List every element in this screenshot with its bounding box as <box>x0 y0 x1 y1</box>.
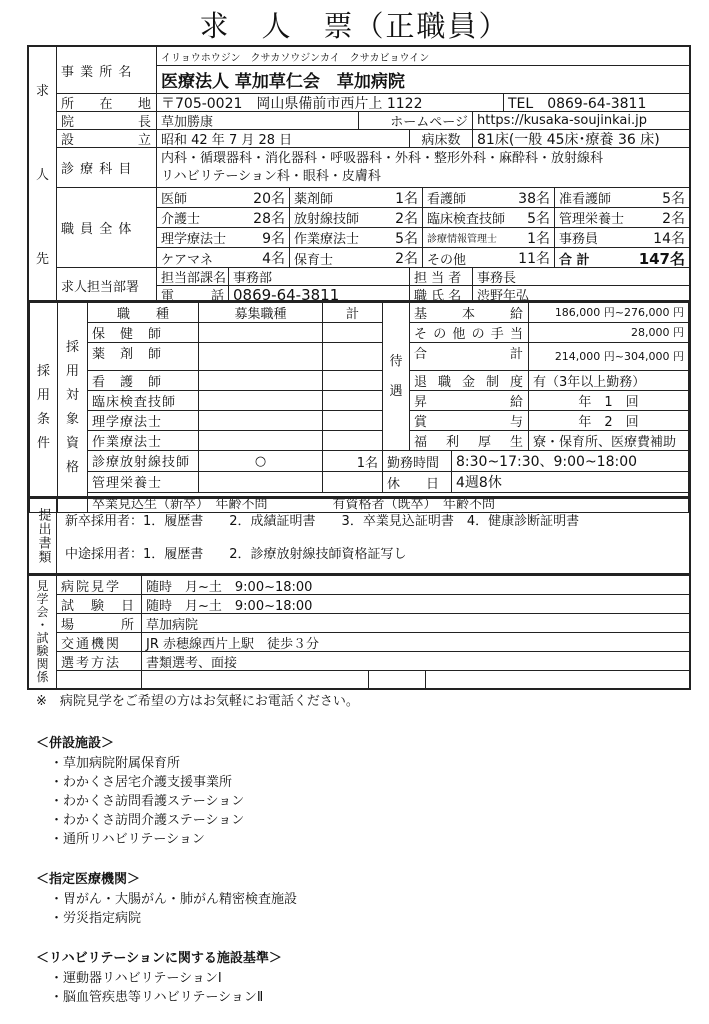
label-char: 遇 <box>389 383 403 399</box>
conditions-table <box>29 302 689 513</box>
treatment-value: 214,000 円~304,000 円 <box>529 343 689 371</box>
label-char: 象 <box>65 411 79 427</box>
holiday-label: 休 日 <box>383 472 452 493</box>
employer-section <box>27 45 691 302</box>
conditions-row <box>30 451 689 472</box>
treatment-label-cell: 賞 与 <box>410 411 529 431</box>
exam-value: 随時 月~土 9:00~18:00 <box>146 579 313 594</box>
label-char: 関 <box>36 657 49 671</box>
empty-cell <box>426 671 689 688</box>
person-name: 渋野年弘 <box>477 289 530 303</box>
exam-row-empty <box>57 671 689 688</box>
staff-role: 合 計 <box>559 252 590 268</box>
phone: 0869-64-3811 <box>229 286 410 303</box>
list-item: ・わかくさ訪問看護ステーション <box>50 794 245 809</box>
dept-label: 担当部課名 <box>157 268 229 285</box>
label-char: 資 <box>65 435 79 451</box>
t: 院 <box>61 115 76 130</box>
mid-career-documents: 中途採用者：1．履歴書 2．診療放射線技師資格証写し <box>65 547 407 562</box>
job-count <box>323 472 383 493</box>
exam-label-cell: 場 所 <box>57 614 142 632</box>
job-recruit <box>199 431 323 451</box>
job-header: 募集職種 <box>199 303 323 323</box>
facility-list <box>36 947 282 1005</box>
staff-role: その他 <box>427 252 467 268</box>
job-recruit <box>199 371 323 391</box>
list-item: ・わかくさ訪問介護ステーション <box>50 813 245 828</box>
staff-count: 38名 <box>518 190 550 207</box>
staff-count: 11名 <box>518 251 550 267</box>
employer-section-label <box>29 47 57 300</box>
exam-section <box>27 574 691 690</box>
treatment-label-cell: 福利厚生 <box>410 431 529 451</box>
staff-count: 20名 <box>253 190 285 207</box>
staff-count: 14名 <box>653 230 685 247</box>
list-heading: ＜リハビリテーションに関する施設基準＞ <box>36 951 282 966</box>
treatment-value: 寮・保育所、医療費補助 <box>529 431 689 451</box>
label-char: 採 <box>65 339 79 355</box>
t: 所 <box>61 97 76 112</box>
label-char: 条 <box>36 411 50 427</box>
job-name: 薬 剤 師 <box>88 343 199 371</box>
label-char: 会 <box>36 605 49 619</box>
treatment-label-cell: 退職金制度 <box>410 371 529 391</box>
staff-count: 2名 <box>662 210 685 227</box>
staff-cell <box>555 228 689 247</box>
exam-value: 随時 月~土 9:00~18:00 <box>146 598 313 613</box>
staff-role: 管理栄養士 <box>559 212 625 227</box>
list-heading: ＜指定医療機関＞ <box>36 872 141 887</box>
staff-role: 保育士 <box>294 252 334 268</box>
staff-count: 147名 <box>638 249 685 268</box>
job-count: 1名 <box>323 451 383 472</box>
staff-label: 職 員 全 体 <box>57 188 157 267</box>
staff-role: 放射線技師 <box>294 212 360 227</box>
job-name: 管理栄養士 <box>88 472 199 493</box>
staff-cell <box>290 188 423 207</box>
list-item: ・労災指定病院 <box>50 911 142 926</box>
holiday: 4週8休 <box>452 472 689 493</box>
conditions-row <box>30 303 689 323</box>
founded: 昭和 42 年 7 月 28 日 <box>157 130 410 147</box>
employer-kana: イリョウホウジン クサカソウジンカイ クサカビョウイン <box>161 52 430 64</box>
staff-count: 2名 <box>395 210 418 227</box>
staff-grid <box>157 188 689 267</box>
exam-value: JR 赤穂線西片上駅 徒歩３分 <box>146 636 319 651</box>
documents-label: 提出書類 <box>35 508 51 564</box>
staff-cell <box>290 228 423 247</box>
conditions-row <box>30 411 689 431</box>
job-count <box>323 323 383 343</box>
staff-cell <box>555 208 689 227</box>
job-recruit <box>199 411 323 431</box>
title-label: 職 氏 名 <box>410 286 473 303</box>
staff-cell <box>157 248 290 268</box>
departments-label: 診 療 科 目 <box>57 148 157 187</box>
treatment-value: 有（3年以上勤務） <box>529 371 689 391</box>
exam-row <box>57 652 689 671</box>
exam-row <box>57 614 689 633</box>
list-item: ・草加病院附属保育所 <box>50 756 181 771</box>
staff-cell <box>555 188 689 207</box>
staff-cell <box>290 208 423 227</box>
homepage-link[interactable]: https://kusaka-soujinkai.jp <box>477 113 647 128</box>
hours: 8:30~17:30、9:00~18:00 <box>452 451 689 472</box>
job-recruit <box>199 343 323 371</box>
staff-cell <box>555 248 689 268</box>
t: 地 <box>137 97 152 112</box>
exam-row <box>57 576 689 595</box>
exam-label-cell: 選考方法 <box>57 652 142 670</box>
conditions-row <box>30 431 689 451</box>
director: 草加勝康 <box>157 112 359 129</box>
conditions-row <box>30 472 689 493</box>
staff-count: 9名 <box>262 230 285 247</box>
exam-label-cell: 病院見学 <box>57 576 142 594</box>
t: 設 <box>61 133 76 148</box>
staff-role: 臨床検査技師 <box>427 212 506 227</box>
conditions-row <box>30 391 689 411</box>
empty-cell <box>142 671 369 688</box>
departments-line: リハビリテーション科・眼科・皮膚科 <box>161 169 381 184</box>
homepage-label: ホームページ <box>359 112 473 129</box>
beds-label: 病床数 <box>410 130 473 147</box>
treatment-label-cell: 基 本 給 <box>410 303 529 323</box>
treatment-label-cell: 昇 給 <box>410 391 529 411</box>
label-char: 採 <box>36 363 50 379</box>
staff-role: 看護師 <box>427 192 467 207</box>
job-header: 職 種 <box>88 303 199 323</box>
staff-count: 5名 <box>395 230 418 247</box>
treatment-label-cell: 合 計 <box>410 343 529 371</box>
exam-value: 書類選考、面接 <box>146 655 238 670</box>
director-label <box>57 112 157 129</box>
conditions-section <box>27 300 691 512</box>
job-count <box>323 411 383 431</box>
job-name: 臨床検査技師 <box>88 391 199 411</box>
list-item: ・胃がん・大腸がん・肺がん精密検査施設 <box>50 892 298 907</box>
job-count <box>323 343 383 371</box>
list-heading: ＜併設施設＞ <box>36 736 115 751</box>
job-name: 看 護 師 <box>88 371 199 391</box>
label-char: 用 <box>65 363 79 379</box>
label-char: ・ <box>36 618 49 632</box>
job-count <box>323 371 383 391</box>
staff-cell <box>157 208 290 227</box>
job-header: 計 <box>323 303 383 323</box>
staff-role: 薬剤師 <box>294 192 334 207</box>
label-char: 件 <box>36 435 50 451</box>
new-grad-documents: 新卒採用者：1．履歴書 2．成績証明書 3．卒業見込証明書 4．健康診断証明書 <box>65 514 580 529</box>
job-name: 保 健 師 <box>88 323 199 343</box>
conditions-section-label <box>30 303 58 513</box>
job-count <box>323 431 383 451</box>
staff-role: 作業療法士 <box>294 232 360 247</box>
person-label: 担 当 者 <box>410 268 473 285</box>
hours-label: 勤務時間 <box>383 451 452 472</box>
staff-role: 介護士 <box>161 212 201 227</box>
name-label: 事 業 所 名 <box>57 47 157 93</box>
treatment-value: 186,000 円~276,000 円 <box>529 303 689 323</box>
staff-count: 2名 <box>395 251 418 267</box>
label-char: 人 <box>35 167 49 183</box>
beds: 81床(一般 45床･療養 36 床) <box>477 131 660 147</box>
age-note: 卒業見込生（新卒） 年齢不問 有資格者（既卒） 年齢不問 <box>88 493 689 513</box>
job-recruit <box>199 391 323 411</box>
empty-cell <box>57 671 142 688</box>
exam-row <box>57 595 689 614</box>
founded-label <box>57 130 157 147</box>
treatment-value: 年 1 回 <box>529 391 689 411</box>
exam-rows <box>57 576 689 688</box>
list-item: ・通所リハビリテーション <box>50 832 205 847</box>
staff-cell <box>290 248 423 268</box>
page-title: 求 人 票（正職員） <box>199 9 510 43</box>
dept: 事務部 <box>229 268 410 285</box>
treatment-value: 28,000 円 <box>529 323 689 343</box>
exam-label-cell: 試 験 日 <box>57 595 142 613</box>
staff-role: 医師 <box>161 192 188 207</box>
exam-label <box>29 576 57 688</box>
t: 長 <box>137 115 152 130</box>
facility-list <box>36 868 297 926</box>
conditions-row <box>30 371 689 391</box>
label-char: 先 <box>35 252 49 268</box>
target-label <box>58 303 88 513</box>
label-char: 学 <box>36 592 49 606</box>
exam-value: 草加病院 <box>146 617 199 632</box>
label-char: 試 <box>36 631 49 645</box>
job-name: 理学療法士 <box>88 411 199 431</box>
t: 電 <box>161 289 175 303</box>
staff-count: 1名 <box>527 230 550 247</box>
label-char: 係 <box>36 670 49 684</box>
documents-section <box>27 497 691 575</box>
staff-cell <box>423 208 555 227</box>
staff-count: 4名 <box>262 251 285 267</box>
employer-name: 医療法人 草加草仁会 草加病院 <box>161 72 405 92</box>
job-recruit <box>199 323 323 343</box>
label-char: 対 <box>65 387 79 403</box>
treatment-value: 年 2 回 <box>529 411 689 431</box>
tel: TEL 0869-64-3811 <box>508 95 647 111</box>
staff-count: 5名 <box>662 190 685 207</box>
label-char: 待 <box>389 353 403 369</box>
list-item: ・運動器リハビリテーションⅠ <box>50 971 222 986</box>
staff-count: 5名 <box>527 210 550 227</box>
staff-count: 28名 <box>253 210 285 227</box>
job-name: 作業療法士 <box>88 431 199 451</box>
empty-cell <box>369 671 426 688</box>
person: 事務長 <box>477 271 517 285</box>
staff-count: 1名 <box>395 190 418 207</box>
label-char: 求 <box>35 83 49 99</box>
t: 立 <box>137 133 152 148</box>
exam-label-cell: 交通機関 <box>57 633 142 651</box>
conditions-row <box>30 323 689 343</box>
job-count <box>323 391 383 411</box>
treatment-label-cell: その他の手当 <box>410 323 529 343</box>
t: 在 <box>99 97 114 112</box>
conditions-row <box>30 343 689 371</box>
label-char: 験 <box>36 644 49 658</box>
note: ※ 病院見学をご希望の方はお気軽にお電話ください。 <box>36 694 359 709</box>
facility-list <box>36 732 244 847</box>
staff-cell <box>157 188 290 207</box>
staff-role: 理学療法士 <box>161 232 227 247</box>
staff-cell <box>423 188 555 207</box>
address: 〒705-0021 岡山県備前市西片上 1122 <box>157 94 504 111</box>
exam-row <box>57 633 689 652</box>
label-char: 格 <box>65 459 79 475</box>
contact-label: 求人担当部署 <box>57 268 157 303</box>
address-label <box>57 94 157 111</box>
label-char: 用 <box>36 387 50 403</box>
job-recruit: ○ <box>199 451 323 472</box>
t: 話 <box>210 289 224 303</box>
staff-row <box>157 248 689 268</box>
job-recruit <box>199 472 323 493</box>
staff-row <box>157 208 689 228</box>
treatment-label <box>383 303 410 451</box>
staff-role: 診療情報管理士 <box>427 234 497 245</box>
label-char: 見 <box>36 579 49 593</box>
staff-row <box>157 228 689 248</box>
list-item: ・脳血管疾患等リハビリテーションⅡ <box>50 990 264 1005</box>
staff-role: ケアマネ <box>161 252 214 268</box>
staff-cell <box>423 248 555 268</box>
job-name: 診療放射線技師 <box>88 451 199 472</box>
documents-label-column <box>29 499 57 573</box>
staff-row <box>157 188 689 208</box>
staff-role: 准看護師 <box>559 192 612 207</box>
staff-cell <box>157 228 290 247</box>
staff-role: 事務員 <box>559 232 599 247</box>
list-item: ・わかくさ居宅介護支援事業所 <box>50 775 233 790</box>
departments-line: 内科・循環器科・消化器科・呼吸器科・外科・整形外科・麻酔科・放射線科 <box>161 151 604 166</box>
staff-cell <box>423 228 555 247</box>
